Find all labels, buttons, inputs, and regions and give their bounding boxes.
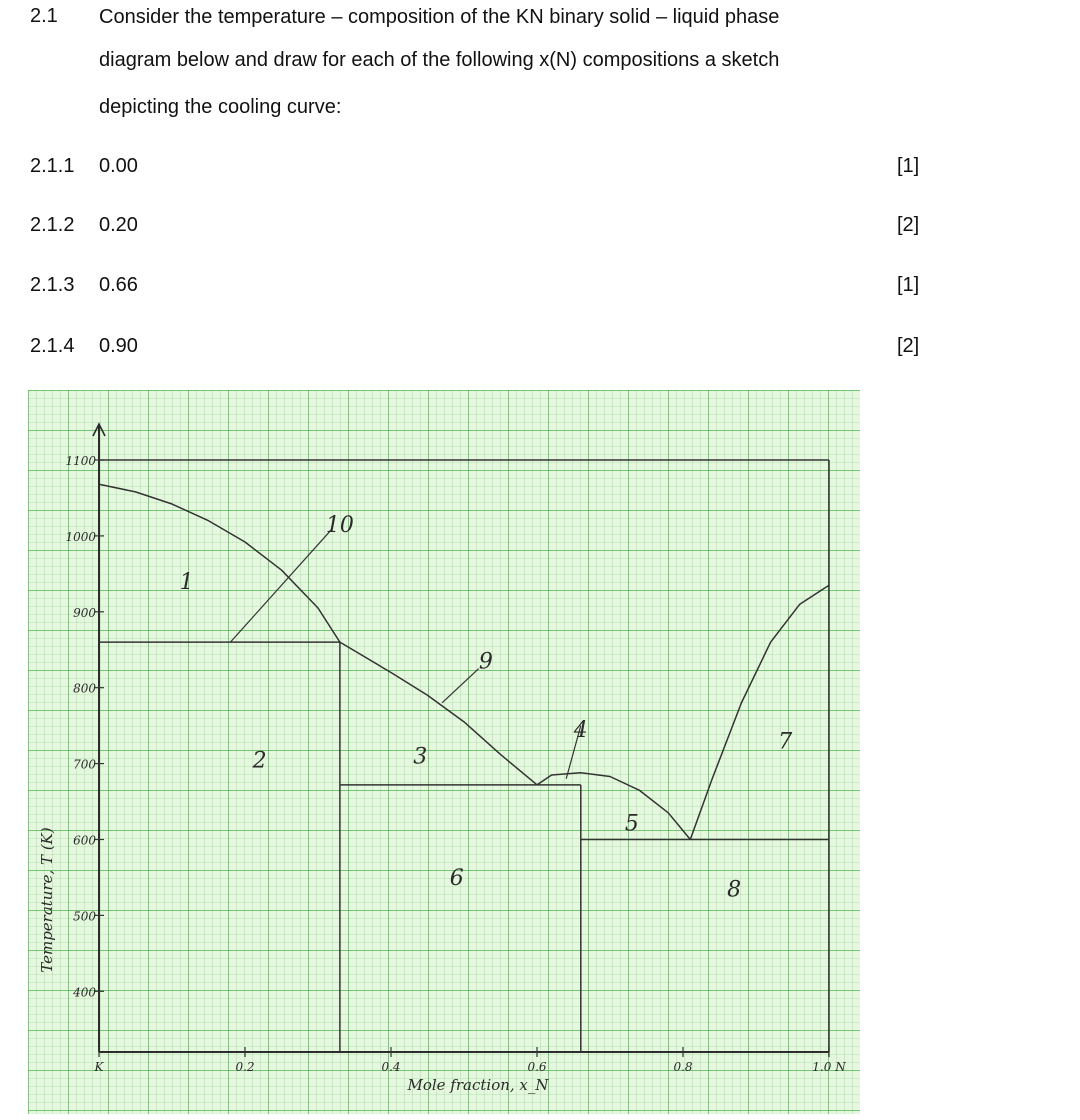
- region-label-1: 1: [179, 570, 194, 596]
- subquestion-number: 2.1.2: [30, 214, 75, 236]
- y-tick-label: 500: [73, 909, 96, 924]
- subquestion-number: 2.1.1: [30, 155, 75, 177]
- x-tick-label: 0.6: [527, 1060, 547, 1074]
- subquestion-marks: [1]: [897, 274, 920, 296]
- y-axis-label: Temperature, T (K): [38, 827, 56, 973]
- subquestion-marks: [2]: [897, 335, 920, 357]
- subquestion-marks: [2]: [897, 214, 920, 236]
- region-label-5: 5: [624, 811, 639, 837]
- subquestion-number: 2.1.3: [30, 274, 75, 296]
- region-label-10: 10: [325, 513, 354, 539]
- y-tick-label: 400: [73, 985, 96, 1000]
- question-line-1: Consider the temperature – composition of the KN binary solid – liquid phase: [99, 6, 780, 28]
- phase-diagram-svg: [28, 390, 860, 1114]
- y-tick-label: 900: [73, 605, 96, 620]
- x-axis-label: Mole fraction, x_N: [407, 1076, 549, 1094]
- question-line-2: diagram below and draw for each of the following x(N) compositions a sketch: [99, 49, 780, 71]
- x-tick-label: K: [94, 1060, 104, 1074]
- x-tick-label: 0.8: [673, 1060, 693, 1074]
- phase-diagram: [28, 390, 860, 1114]
- region-label-2: 2: [252, 748, 267, 774]
- x-tick-label: 0.2: [235, 1060, 255, 1074]
- region-label-3: 3: [413, 744, 428, 770]
- question-line-3: depicting the cooling curve:: [99, 96, 342, 118]
- subquestion-composition: 0.90: [99, 335, 138, 357]
- region-label-9: 9: [478, 649, 493, 675]
- y-tick-label: 1100: [65, 454, 96, 468]
- region-label-7: 7: [778, 729, 793, 755]
- subquestion-number: 2.1.4: [30, 335, 75, 357]
- graph-paper-grid: [28, 390, 860, 1114]
- y-tick-label: 700: [73, 757, 96, 772]
- subquestion-composition: 0.00: [99, 155, 138, 177]
- y-tick-label: 800: [73, 681, 96, 696]
- subquestion-composition: 0.66: [99, 274, 138, 296]
- y-tick-label: 1000: [65, 529, 96, 544]
- question-number: 2.1: [30, 5, 58, 27]
- region-label-4: 4: [573, 718, 588, 744]
- x-tick-label: 1.0 N: [812, 1060, 846, 1074]
- x-tick-label: 0.4: [381, 1060, 401, 1074]
- region-label-8: 8: [727, 877, 742, 903]
- subquestion-marks: [1]: [897, 155, 920, 177]
- region-label-6: 6: [449, 866, 464, 892]
- y-tick-label: 600: [73, 833, 96, 848]
- subquestion-composition: 0.20: [99, 214, 138, 236]
